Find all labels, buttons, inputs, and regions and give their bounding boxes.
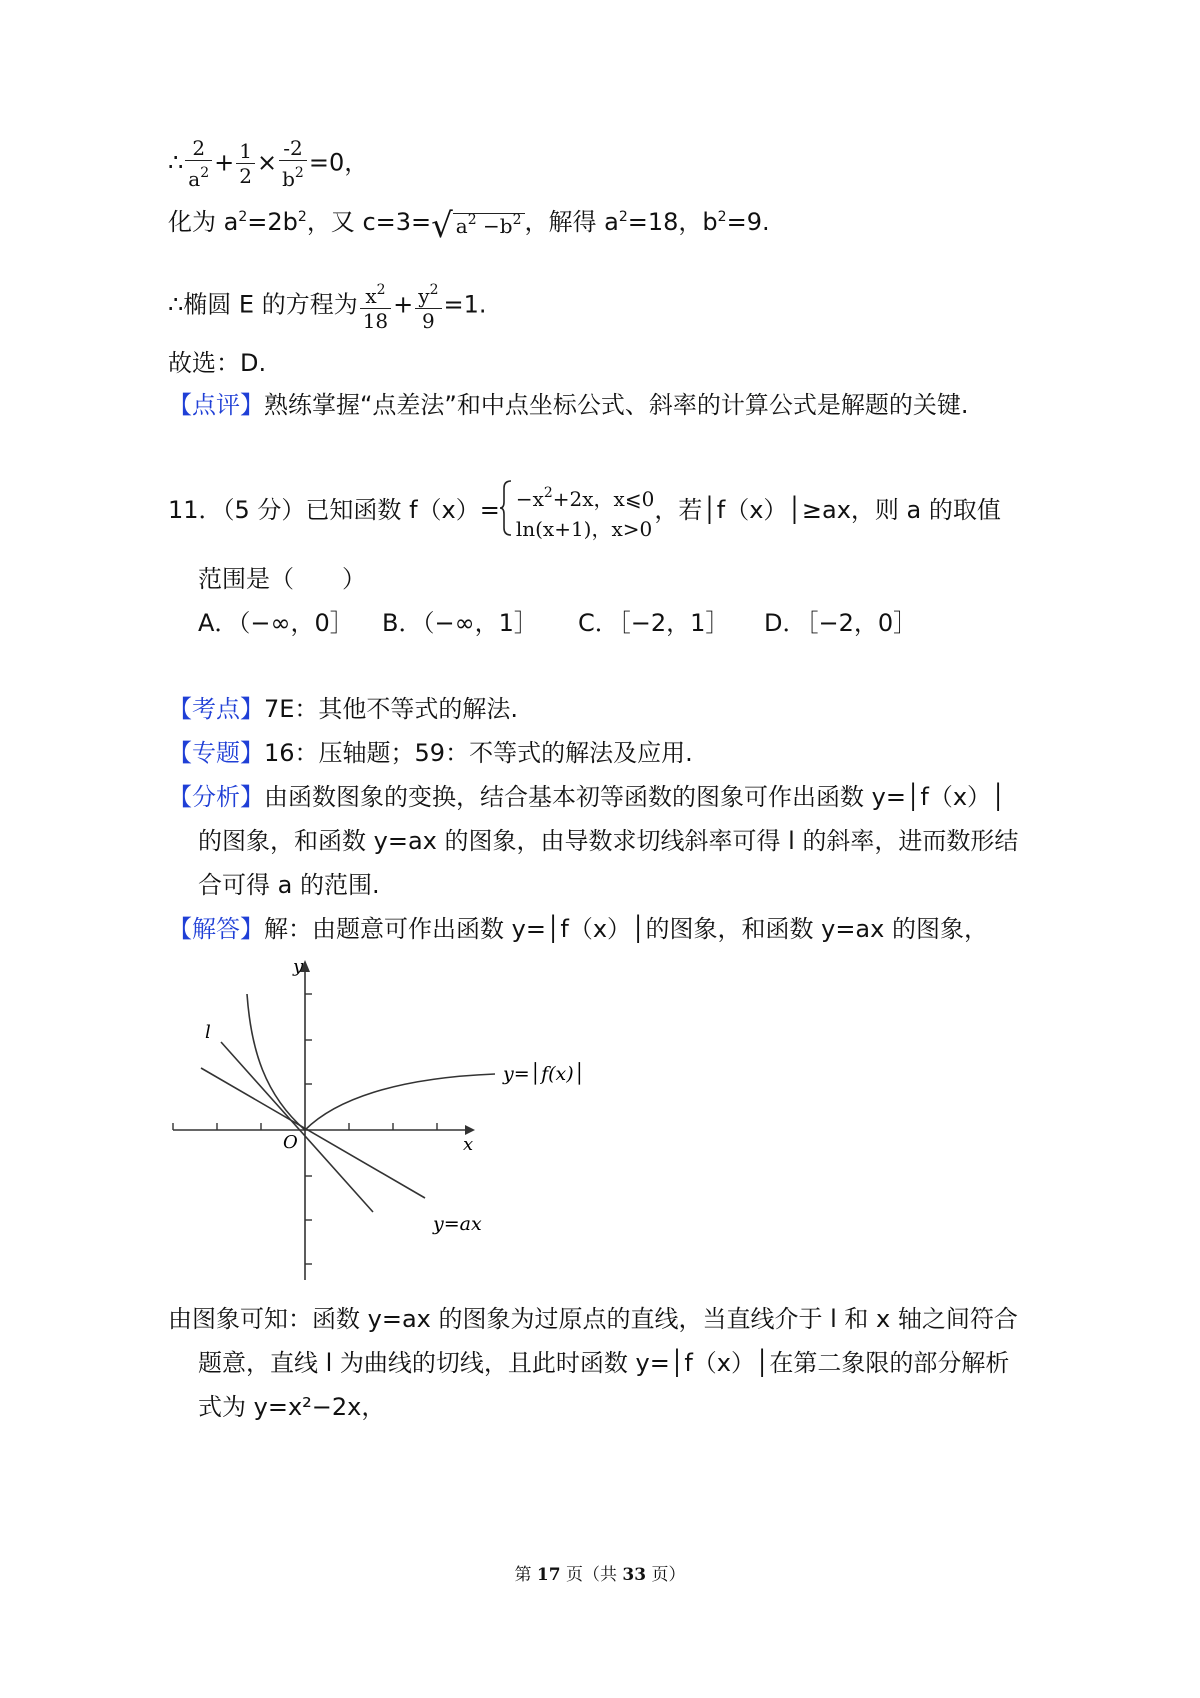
label-fx: y=│f(x)│ — [503, 1063, 586, 1085]
ellipse-equation: ∴椭圆 E 的方程为 $\frac{x^2}{18}$ + $\frac{y^2}{9}$ =1. — [168, 278, 487, 333]
sqrt-expression: √ $a^2 -b^2$ — [431, 203, 524, 243]
times-sign: × — [256, 148, 278, 177]
simplify-line: 化为 $a^2=2b^2$，又 c=3=√ $a^2 -b^2$ ，解得 $a^2=18$，$b^2=9$. — [168, 200, 770, 243]
fraction-equation — [168, 136, 368, 191]
therefore-symbol: ∴ — [168, 148, 184, 177]
question-11-stem-cont: 范围是（ ） — [198, 565, 366, 593]
label-origin: O — [283, 1132, 298, 1153]
option-d: D．［﻿−2，0］ — [764, 609, 918, 637]
comment-tag: 【点评】 — [168, 391, 264, 419]
fenxi-line-2: 的图象，和函数 y=ax 的图象，由导数求切线斜率可得 l 的斜率，进而数形结 — [198, 827, 1019, 855]
label-x: x — [463, 1134, 474, 1155]
curve-fx-left — [247, 994, 305, 1130]
conclusion-line-3: 式为 y=x²−2x， — [198, 1393, 386, 1421]
total-page-number: 33 — [622, 1565, 647, 1585]
function-graph — [165, 950, 625, 1290]
kaodian-line: 【考点】7E：其他不等式的解法. — [168, 695, 519, 723]
answer-choice: 故选：D. — [168, 349, 267, 377]
current-page-number: 17 — [536, 1565, 561, 1585]
page-footer: 第 17 页（共 33 页） — [514, 1565, 686, 1585]
conclusion-line-1: 由图象可知：函数 y=ax 的图象为过原点的直线，当直线介于 l 和 x 轴之间符合 — [168, 1305, 1018, 1333]
label-y: y — [293, 956, 304, 977]
curve-fx-right — [305, 1074, 495, 1130]
option-c: C．［﻿−2，1］ — [578, 609, 730, 637]
equals-zero: =0， — [308, 148, 369, 177]
fraction-2-over-a2: $\frac{2}{a^2}$ — [185, 136, 212, 191]
question-11-stem: 11．（5 分）已知函数 f（x）= $-x^2+2x$，x⩽0 ln(x+1)，x>0 ，若│f（x）│≥ax，则 a 的取值 — [168, 478, 1001, 544]
fenxi-line-3: 合可得 a 的范围. — [198, 871, 380, 899]
fraction-x2-over-18: $\frac{x^2}{18}$ — [360, 278, 391, 333]
piecewise-function: $-x^2+2x$，x⩽0 ln(x+1)，x>0 — [500, 478, 655, 544]
fraction-y2-over-9: $\frac{y^2}{9}$ — [415, 278, 441, 333]
label-l: l — [205, 1022, 211, 1043]
tangent-line-l — [221, 1042, 373, 1212]
fenxi-line-1: 【分析】由函数图象的变换，结合基本初等函数的图象可作出函数 y=│f（x）│ — [168, 783, 1006, 811]
fraction-1-over-2: $\frac{1}{2}$ — [236, 139, 255, 188]
plus-sign: + — [214, 148, 235, 177]
fraction-neg2-over-b2: $\frac{-2}{b^2}$ — [279, 136, 307, 191]
label-ax: y=ax — [433, 1213, 482, 1235]
comment-line: 【点评】熟练掌握“点差法”和中点坐标公式、斜率的计算公式是解题的关键. — [168, 391, 969, 419]
option-a: A．（﻿−∞，0］ — [198, 609, 354, 637]
left-brace-icon — [500, 480, 512, 536]
jieda-line: 【解答】解：由题意可作出函数 y=│f（x）│的图象，和函数 y=ax 的图象， — [168, 915, 988, 943]
zhuanti-line: 【专题】16：压轴题；59：不等式的解法及应用. — [168, 739, 693, 767]
conclusion-line-2: 题意，直线 l 为曲线的切线，且此时函数 y=│f（x）│在第二象限的部分解析 — [198, 1349, 1010, 1377]
option-b: B．（﻿−∞，1］ — [382, 609, 538, 637]
